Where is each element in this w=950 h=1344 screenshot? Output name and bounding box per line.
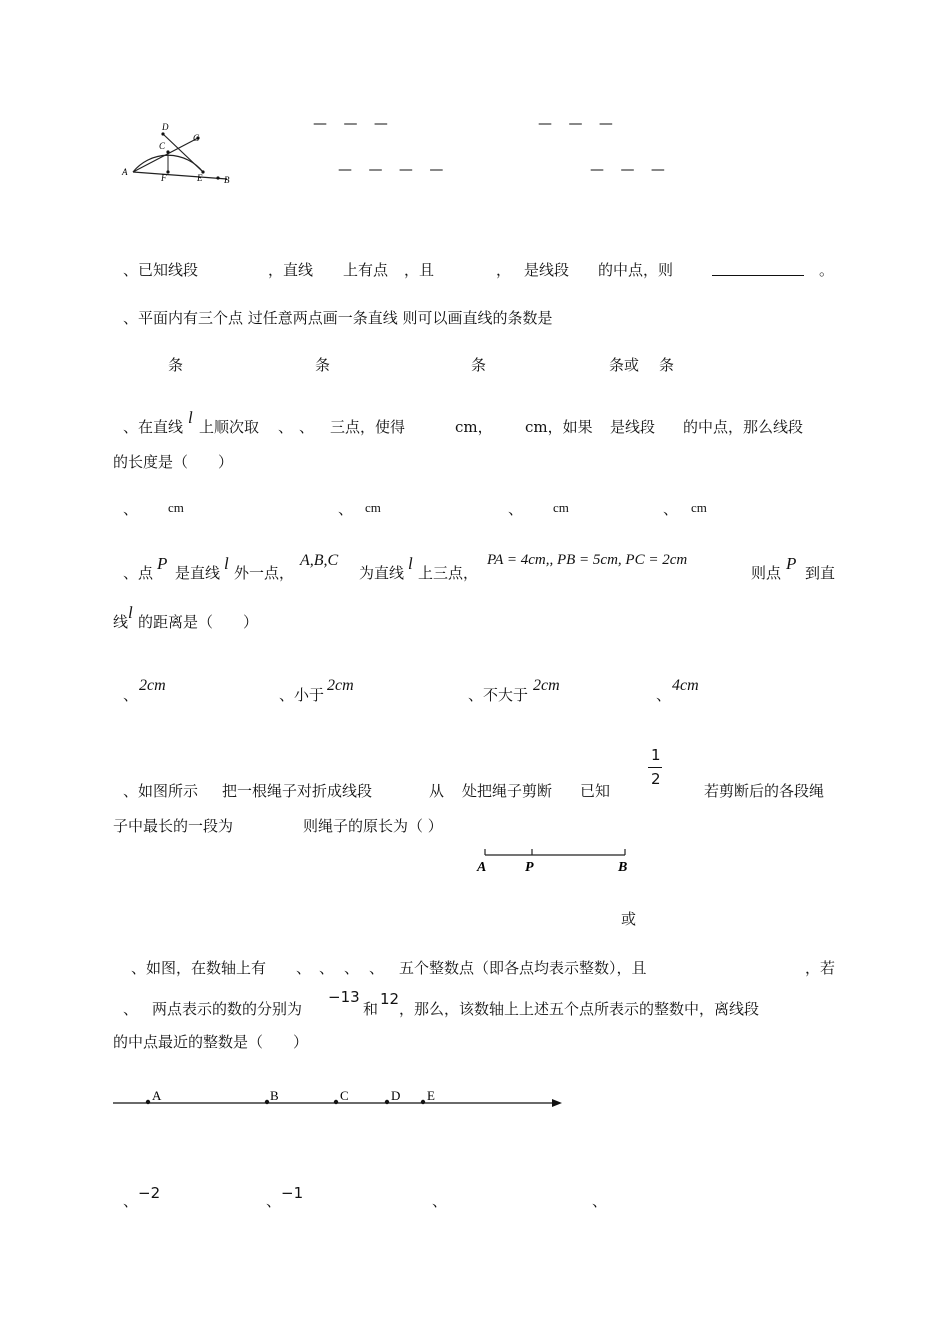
q5-or: 或	[621, 910, 637, 928]
q6-option-a-value: −2	[138, 1184, 161, 1202]
q3-option-b-unit: cm	[365, 500, 381, 515]
q2-option-d: 条或	[609, 356, 640, 374]
q2-stem: 、平面内有三个点 过任意两点画一条直线 则可以画直线的条数是	[123, 309, 553, 327]
fraction-denominator: 2	[651, 770, 661, 788]
q3-text-4: 、	[299, 418, 315, 436]
q1-text-8: 。	[819, 261, 835, 279]
q3-line-2: 的长度是（ ）	[113, 453, 234, 471]
q4-point-p: P	[157, 554, 168, 573]
q4-line-l-3: l	[128, 603, 133, 622]
fraction-bar	[648, 767, 662, 768]
q3-option-a-prefix: 、	[123, 500, 139, 518]
q4-option-a-prefix: 、	[123, 686, 139, 704]
q3-option-b-prefix: 、	[338, 500, 354, 518]
axis-label-d: D	[391, 1088, 401, 1103]
q1-answer-blank	[712, 275, 804, 276]
q6-text-3: ，若	[805, 959, 836, 977]
q6-sep-2: 、	[319, 959, 335, 977]
q6-text-1: 、如图，在数轴上有	[131, 959, 267, 977]
q4-option-d-value: 4cm	[672, 677, 699, 694]
q4-line-2b: 的距离是（ ）	[138, 613, 259, 631]
q3-text-7: cm，如果	[525, 418, 593, 436]
q2-option-a: 条	[168, 356, 184, 374]
q5-text-6: 若剪断后的各段绳	[704, 782, 825, 800]
q3-option-c-prefix: 、	[508, 500, 524, 518]
q6-line2-c: 和	[363, 1000, 379, 1018]
q3-text-1: 、在直线	[123, 418, 184, 436]
rope-figure	[470, 842, 640, 876]
q1-text-7: 的中点，则	[598, 261, 674, 279]
blank-1: — — —	[313, 116, 394, 132]
q6-line2-b: 两点表示的数的分别为	[152, 1000, 303, 1018]
q3-option-d-unit: cm	[691, 500, 707, 515]
q6-line2-d: ，那么，该数轴上上述五个点所表示的整数中，离线段	[399, 1000, 760, 1018]
q4-text-4: 为直线	[359, 564, 405, 582]
q2-option-c: 条	[471, 356, 487, 374]
axis-label-e: E	[427, 1088, 435, 1103]
q1-text-1: 、已知线段	[123, 261, 199, 279]
q4-text-2: 是直线	[175, 564, 221, 582]
q4-option-c-value: 2cm	[533, 677, 560, 694]
q6-option-d-prefix: 、	[592, 1192, 608, 1210]
q4-condition: PA = 4cm,, PB = 5cm, PC = 2cm	[487, 552, 688, 568]
q3-text-5: 三点，使得	[330, 418, 406, 436]
fig-label-c: C	[159, 141, 166, 151]
q6-option-a-prefix: 、	[123, 1192, 139, 1210]
axis-label-a: A	[152, 1088, 162, 1103]
q5-line-2b: 则绳子的原长为（ ）	[303, 817, 443, 835]
rope-label-b: B	[618, 860, 628, 875]
q4-point-p-2: P	[786, 554, 797, 573]
q6-line2-a: 、	[123, 1000, 139, 1018]
q4-points-abc: A,B,C	[300, 552, 339, 569]
q1-text-2: ，直线	[268, 261, 314, 279]
q3-option-c-unit: cm	[553, 500, 569, 515]
q3-line-l: l	[188, 408, 193, 427]
q2-option-d-2: 条	[659, 356, 675, 374]
number-line-figure	[110, 1084, 570, 1114]
q3-text-3: 、	[278, 418, 294, 436]
q6-number-1: −13	[328, 988, 360, 1006]
q6-sep-1: 、	[296, 959, 312, 977]
q6-option-b-prefix: 、	[266, 1192, 282, 1210]
q4-text-3: 外一点，	[234, 564, 295, 582]
q5-text-5: 已知	[580, 782, 611, 800]
q3-text-9: 的中点，那么线段	[683, 418, 804, 436]
q1-text-4: ，且	[404, 261, 435, 279]
fraction-numerator: 1	[651, 746, 661, 764]
fig-label-e: E	[197, 173, 203, 183]
q1-text-3: 上有点	[343, 261, 389, 279]
blank-3: — — — —	[338, 162, 450, 178]
q6-option-b-value: −1	[281, 1184, 304, 1202]
fig-label-g: G	[193, 133, 200, 143]
q3-option-a-unit: cm	[168, 500, 184, 515]
blank-4: — — —	[590, 162, 671, 178]
fig-label-b: B	[224, 175, 230, 185]
q4-text-6: 则点	[751, 564, 782, 582]
q6-text-2: 五个整数点（即各点均表示整数），且	[399, 959, 647, 977]
fig-label-a: A	[122, 167, 128, 177]
axis-label-c: C	[340, 1088, 349, 1103]
q6-sep-3: 、	[344, 959, 360, 977]
q6-sep-4: 、	[369, 959, 385, 977]
q4-text-5: 上三点，	[418, 564, 479, 582]
q4-option-a-value: 2cm	[139, 677, 166, 694]
q2-option-b: 条	[315, 356, 331, 374]
q5-line-2a: 子中最长的一段为	[113, 817, 234, 835]
q4-line-2a: 线	[113, 613, 129, 631]
q4-line-l: l	[224, 554, 229, 573]
q5-text-3: 从	[429, 782, 445, 800]
q3-text-2: 上顺次取	[199, 418, 260, 436]
q4-option-b-value: 2cm	[327, 677, 354, 694]
q6-line-3: 的中点最近的整数是（ ）	[113, 1033, 309, 1051]
fig-label-f: F	[161, 173, 167, 183]
q3-text-6: cm，	[455, 418, 493, 436]
blank-2: — — —	[538, 116, 619, 132]
q4-option-d-prefix: 、	[656, 686, 672, 704]
q3-option-d-prefix: 、	[663, 500, 679, 518]
q5-text-1: 、如图所示	[123, 782, 199, 800]
q5-text-2: 把一根绳子对折成线段	[222, 782, 373, 800]
q4-option-b-prefix: 、小于	[279, 686, 325, 704]
q6-option-c-prefix: 、	[432, 1192, 448, 1210]
axis-label-b: B	[270, 1088, 279, 1103]
q1-text-5: ，	[496, 261, 512, 279]
q4-option-c-prefix: 、不大于	[468, 686, 529, 704]
q4-text-7: 到直	[805, 564, 836, 582]
q6-number-2: 12	[380, 990, 400, 1008]
q1-text-6: 是线段	[524, 261, 570, 279]
fig-label-d: D	[162, 122, 169, 132]
q4-text-1: 、点	[123, 564, 154, 582]
q3-text-8: 是线段	[610, 418, 656, 436]
rope-label-a: A	[477, 860, 487, 875]
semicircle-figure	[115, 118, 240, 188]
q5-text-4: 处把绳子剪断	[462, 782, 553, 800]
q4-line-l-2: l	[408, 554, 413, 573]
rope-label-p: P	[525, 860, 534, 875]
